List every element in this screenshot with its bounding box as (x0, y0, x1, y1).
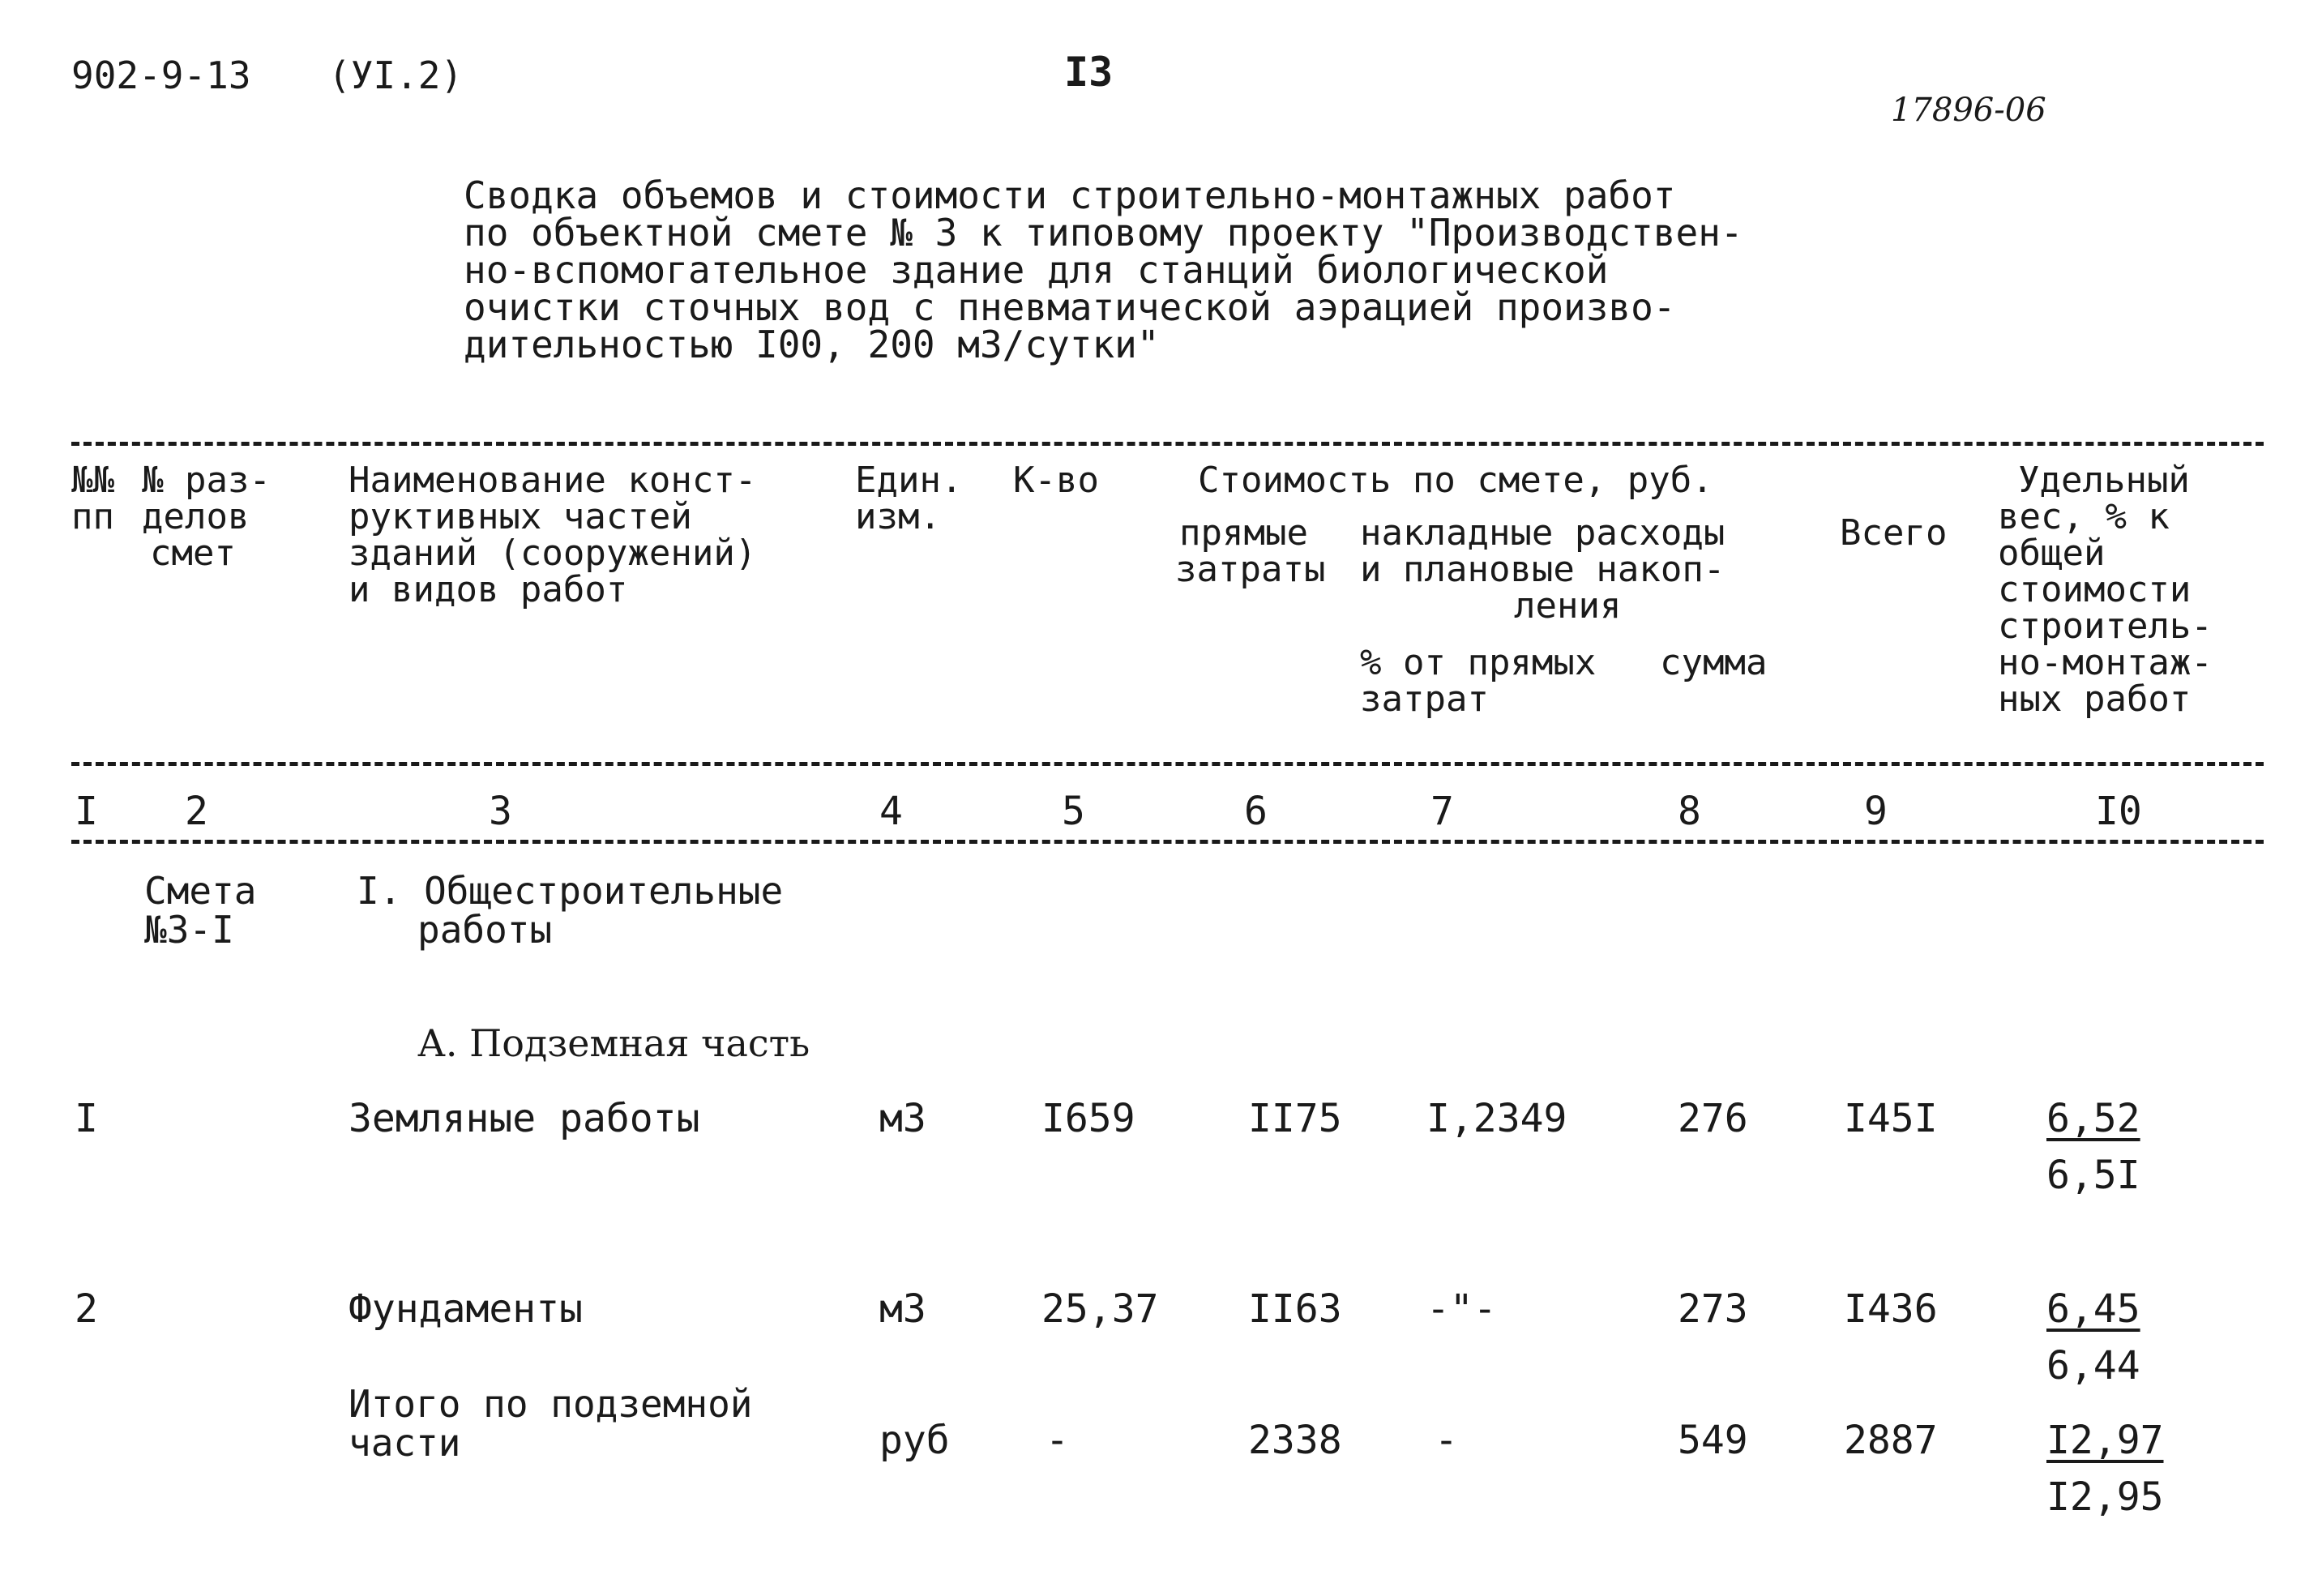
row-sum: 273 (1678, 1286, 1748, 1332)
document-title (464, 173, 1743, 366)
header-bottom-rule (71, 762, 2264, 766)
subsection-title: А. Подземная часть (417, 1021, 810, 1065)
row-quantity: 25,37 (1041, 1286, 1159, 1332)
row-name: Фундаменты (349, 1286, 583, 1332)
row-quantity: I659 (1041, 1096, 1135, 1141)
row-number: I (75, 1096, 98, 1141)
estimate-label: Смета №3-I (144, 869, 257, 952)
header-col-name: Наименование конст- руктивных частей зданий (сооружений) и видов работ (349, 460, 757, 610)
title-line: Сводка объемов и стоимости строительно-монтажных работ (464, 173, 1676, 217)
column-number: 9 (1864, 789, 1888, 834)
table-top-rule (71, 442, 2264, 446)
row-share-top: 6,52 (2046, 1096, 2140, 1141)
column-number: 4 (879, 789, 903, 834)
total-row-total: 2887 (1844, 1418, 1938, 1463)
header-col-unit: Един. изм. (855, 460, 963, 537)
row-name: Земляные работы (349, 1096, 700, 1141)
row-direct-costs: II75 (1248, 1096, 1342, 1141)
row-share-bottom: 6,5I (2046, 1153, 2140, 1198)
section-name: I. Общестроительные работы (357, 869, 784, 952)
header-col-percent: % от прямых затрат (1360, 642, 1597, 720)
total-row-unit: руб (879, 1418, 950, 1463)
row-direct-costs: II63 (1248, 1286, 1342, 1332)
row-total: I436 (1844, 1286, 1938, 1332)
inventory-number: 17896-06 (1891, 92, 2046, 129)
header-col-total: Всего (1840, 512, 1948, 554)
title-line: по объектной смете № 3 к типовому проекту "Производствен- (464, 211, 1743, 255)
column-number: 6 (1244, 789, 1268, 834)
row-share-top: 6,45 (2046, 1286, 2140, 1332)
total-row-share-bottom: I2,95 (2046, 1474, 2164, 1520)
row-percent: I,2349 (1426, 1096, 1567, 1141)
total-row-quantity: - (1046, 1418, 1069, 1463)
column-number: I0 (2095, 789, 2142, 834)
row-share-bottom: 6,44 (2046, 1343, 2140, 1388)
header-col-section-number: № раз- делов смет (142, 460, 271, 574)
album-number: (УI.2) (328, 53, 464, 97)
column-number: 8 (1678, 789, 1701, 834)
header-overhead-group: накладные расходы и плановые накоп- ления (1360, 512, 1725, 627)
row-unit: м3 (879, 1096, 926, 1141)
total-row-direct-costs: 2338 (1248, 1418, 1342, 1463)
column-number: 7 (1430, 789, 1454, 834)
title-line: дительностью I00, 200 м3/сутки" (464, 323, 1160, 366)
header-col-direct-costs: прямые затраты (1175, 512, 1326, 590)
page-number: I3 (1064, 49, 1114, 96)
title-line: но-вспомогательное здание для станций биологической (464, 248, 1609, 292)
row-unit: м3 (879, 1286, 926, 1332)
total-row-name: Итого по подземной части (349, 1382, 753, 1465)
total-row-sum: 549 (1678, 1418, 1748, 1463)
column-number: I (75, 789, 98, 834)
column-number: 3 (489, 789, 512, 834)
total-row-share-top: I2,97 (2046, 1418, 2164, 1463)
header-col-quantity: К-во (1013, 460, 1099, 501)
title-line: очистки сточных вод с пневматической аэрацией произво- (464, 285, 1676, 329)
header-cost-group: Стоимость по смете, руб. (1198, 460, 1713, 501)
header-col-sum: сумма (1660, 642, 1768, 683)
total-row-percent: - (1435, 1418, 1458, 1463)
column-number: 2 (185, 789, 208, 834)
row-number: 2 (75, 1286, 98, 1332)
column-number: 5 (1062, 789, 1085, 834)
column-numbers-rule (71, 840, 2264, 844)
row-percent: -"- (1426, 1286, 1497, 1332)
document-code: 902-9-13 (71, 53, 251, 97)
row-total: I45I (1844, 1096, 1938, 1141)
header-col-share: Удельный вес, % к общей стоимости строитель- но-монтаж- ных работ (1998, 460, 2213, 720)
header-col-row-number: №№ пп (71, 460, 114, 537)
row-sum: 276 (1678, 1096, 1748, 1141)
